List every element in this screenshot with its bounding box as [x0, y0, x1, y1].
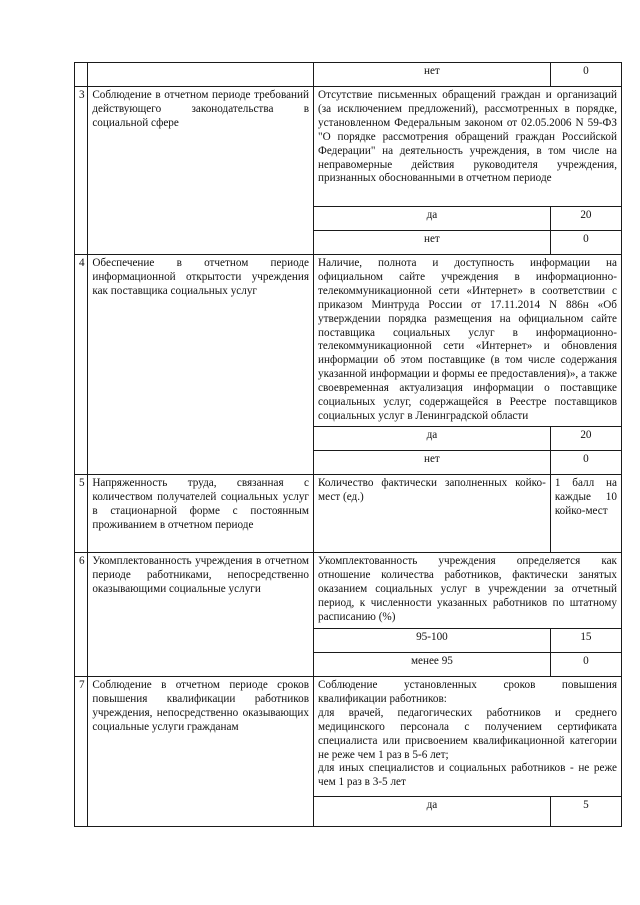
points-cell: 0 — [550, 63, 621, 87]
indicator-line: Соблюдение установленных сроков повышения квалификации работников: — [318, 679, 617, 705]
answer-cell: 95-100 — [314, 629, 551, 653]
points-cell: 0 — [550, 653, 621, 677]
answer-cell: да — [314, 207, 551, 231]
answer-cell: менее 95 — [314, 653, 551, 677]
answer-cell: нет — [314, 63, 551, 87]
points-cell: 0 — [550, 231, 621, 255]
criterion-cell: Укомплектованность учреждения в отчетном периоде работниками, непосредственно оказывающими социальные услуги — [88, 553, 314, 677]
row-number-cell: 7 — [75, 677, 88, 827]
row-number-cell: 3 — [75, 87, 88, 255]
indicator-cell: Укомплектованность учреждения определяется как отношение количества работников, фактически занятых оказанием социальных услуг в учреждении за отчетный период, к численности указанных работников по штатному расписанию (%) — [314, 553, 622, 629]
criteria-table — [74, 62, 622, 827]
table-row — [75, 553, 622, 629]
points-cell: 20 — [550, 427, 621, 451]
indicator-cell: Количество фактически заполненных койко-мест (ед.) — [314, 475, 551, 553]
indicator-line: для врачей, педагогических работников и среднего медицинского персонала с получением сертификата специалиста или присвоением квалификационной категории не реже чем 1 раз в 5-6 лет; — [318, 706, 617, 761]
answer-cell: нет — [314, 451, 551, 475]
criterion-cell: Напряженность труда, связанная с количеством получателей социальных услуг в стационарной форме с постоянным проживанием в отчетном периоде — [88, 475, 314, 553]
indicator-cell: Отсутствие письменных обращений граждан и организаций (за исключением предложений), рассмотренных в порядке, установленном Федеральным законом от 02.05.2006 N 59-ФЗ "О порядке рассмотрения обращений граждан Российской Федерации" на деятельность учреждения, в том числе на неправомерные действия руководителя учреждения, признанных обоснованными в отчетном периоде — [314, 87, 622, 207]
table-row — [75, 677, 622, 797]
table-row — [75, 63, 622, 87]
answer-cell: да — [314, 427, 551, 451]
points-cell: 15 — [550, 629, 621, 653]
criterion-cell — [88, 63, 314, 87]
row-number-cell: 6 — [75, 553, 88, 677]
points-cell: 0 — [550, 451, 621, 475]
table-row — [75, 87, 622, 207]
answer-cell: нет — [314, 231, 551, 255]
table-row — [75, 255, 622, 427]
criterion-cell: Соблюдение в отчетном периоде требований действующего законодательства в социальной сфере — [88, 87, 314, 255]
row-number-cell — [75, 63, 88, 87]
row-number-cell: 5 — [75, 475, 88, 553]
answer-cell: да — [314, 797, 551, 827]
indicator-cell: Наличие, полнота и доступность информации на официальном сайте учреждения в информационно-телекоммуникационной сети «Интернет» в соответствии с приказом Минтруда России от 17.11.2014 N 886н «Об утверждении порядка размещения на официальном сайте поставщика социальных услуг в информационно-телекоммуникационной сети «Интернет» и обновления информации об этом поставщике (в том числе содержания указанной информации и формы ее предоставления)», а также своевременная актуализация информации о поставщике социальных услуг, содержащейся в Реестре поставщиков социальных услуг в Ленинградской области — [314, 255, 622, 427]
indicator-cell — [314, 677, 622, 797]
row-number-cell: 4 — [75, 255, 88, 475]
table-row — [75, 475, 622, 553]
points-cell: 20 — [550, 207, 621, 231]
criterion-cell: Соблюдение в отчетном периоде сроков повышения квалификации работников учреждения, непосредственно оказывающих социальные услуги гражданам — [88, 677, 314, 827]
indicator-line: для иных специалистов и социальных работников - не реже чем 1 раз в 3-5 лет — [318, 762, 617, 789]
points-cell: 5 — [550, 797, 621, 827]
value-note-cell: 1 балл на каждые 10 койко-мест — [550, 475, 621, 553]
criterion-cell: Обеспечение в отчетном периоде информационной открытости учреждения как поставщика социальных услуг — [88, 255, 314, 475]
